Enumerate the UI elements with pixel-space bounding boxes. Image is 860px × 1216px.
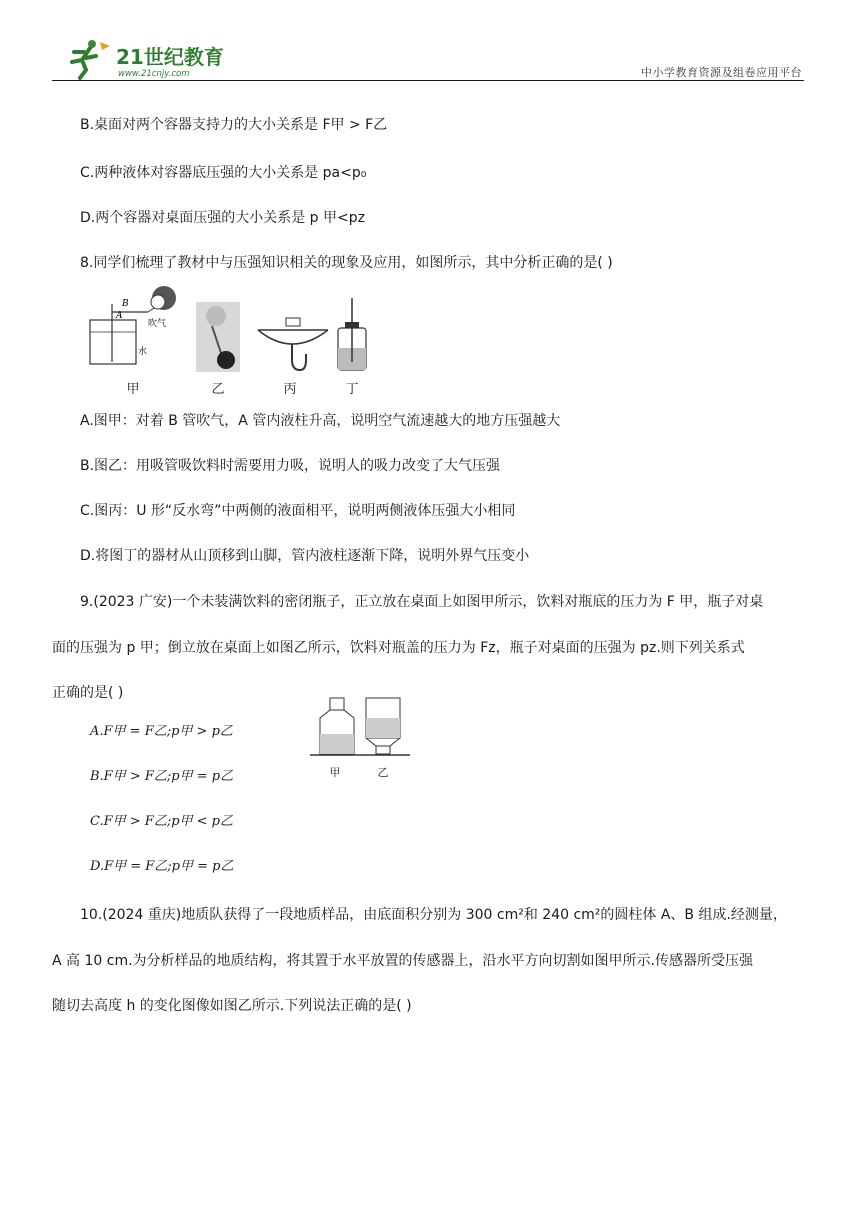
- q10-stem-line3: 随切去高度 h 的变化图像如图乙所示.下列说法正确的是( ): [52, 998, 412, 1014]
- runner-icon: [72, 40, 110, 78]
- q7-option-b: B.桌面对两个容器支持力的大小关系是 F甲 > F乙: [80, 117, 388, 133]
- q7-option-d: D.两个容器对桌面压强的大小关系是 p 甲<pz: [80, 210, 365, 226]
- svg-text:水: 水: [138, 347, 148, 357]
- bottle-upright: [320, 698, 354, 754]
- svg-text:A: A: [116, 311, 123, 321]
- logo-url-text: www.21cnjy.com: [118, 69, 190, 79]
- q9-label-yi: 乙: [377, 766, 389, 779]
- q8-option-d: D.将图丁的器材从山顶移到山脚，管内液柱逐渐下降，说明外界气压变小: [80, 548, 530, 564]
- figure-yi-straw: [196, 302, 240, 372]
- q8-option-b: B.图乙：用吸管吸饮料时需要用力吸，说明人的吸力改变了大气压强: [80, 458, 501, 474]
- q9-option-c: C.F甲 > F乙;p甲 < p乙: [90, 814, 233, 829]
- q9-stem-line1: 9.(2023 广安)一个未装满饮料的密闭瓶子，正立放在桌面上如图甲所示，饮料对瓶底的压力为 F 甲，瓶子对桌: [80, 594, 764, 610]
- q10-stem-line1: 10.(2024 重庆)地质队获得了一段地质样品，由底面积分别为 300 cm²和 240 cm²的圆柱体 A、B 组成.经测量，: [80, 907, 787, 923]
- q9-option-b: B.F甲 > F乙;p甲 = p乙: [90, 769, 234, 784]
- q10-stem-line2: A 高 10 cm.为分析样品的地质结构，将其置于水平放置的传感器上，沿水平方向切割如图甲所示.传感器所受压强: [52, 953, 753, 969]
- svg-text:吹气: 吹气: [148, 319, 167, 329]
- q9-label-jia: 甲: [329, 766, 341, 779]
- platform-title: 中小学教育资源及组卷应用平台: [641, 66, 802, 79]
- header-divider: [52, 80, 804, 81]
- q8-option-a: A.图甲：对着 B 管吹气，A 管内液柱升高，说明空气流速越大的地方压强越大: [80, 413, 561, 429]
- site-logo: [60, 38, 230, 80]
- figure-bing-sink: [258, 318, 328, 370]
- figure-ding-bottle: [338, 298, 366, 370]
- q8-option-c: C.图丙：U 形“反水弯”中两侧的液面相平，说明两侧液体压强大小相同: [80, 503, 516, 519]
- figure-label-bing: 丙: [283, 382, 297, 397]
- logo-main-text: 21世纪教育: [116, 45, 224, 69]
- figure-label-yi: 乙: [211, 382, 225, 397]
- figure-label-jia: 甲: [126, 382, 140, 397]
- q8-figure: [82, 282, 382, 392]
- q9-stem-line2: 面的压强为 p 甲；倒立放在桌面上如图乙所示，饮料对瓶盖的压力为 Fz，瓶子对桌面的压强为 pz.则下列关系式: [52, 640, 745, 656]
- q7-option-c: C.两种液体对容器底压强的大小关系是 pa<p₀: [80, 165, 367, 181]
- svg-text:B: B: [122, 299, 129, 309]
- q9-bottle-figure: [310, 694, 410, 764]
- q9-option-a: A.F甲 = F乙;p甲 > p乙: [90, 724, 233, 739]
- q8-stem: 8.同学们梳理了教材中与压强知识相关的现象及应用，如图所示，其中分析正确的是( ): [80, 255, 613, 271]
- q9-stem-line3: 正确的是( ): [52, 685, 124, 701]
- figure-jia-beaker: [90, 286, 176, 364]
- q9-option-d: D.F甲 = F乙;p甲 = p乙: [90, 859, 234, 874]
- bottle-inverted: [366, 698, 400, 754]
- figure-label-ding: 丁: [345, 382, 359, 397]
